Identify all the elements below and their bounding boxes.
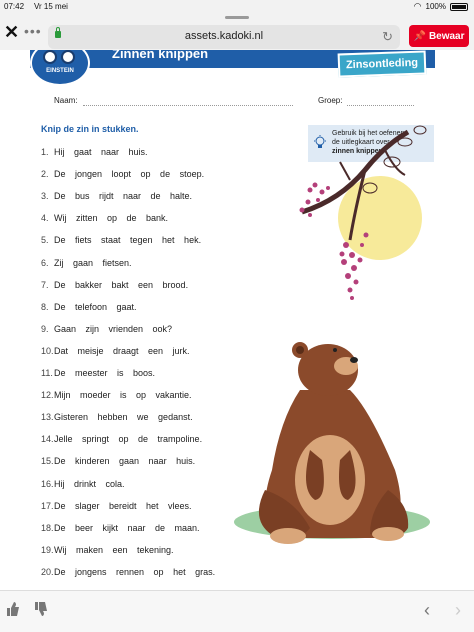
sentence-number: 12. bbox=[41, 390, 54, 401]
sentence-text: Wij maken een tekening. bbox=[54, 544, 174, 555]
sentence-text: De beer kijkt naar de maan. bbox=[54, 522, 200, 533]
sentence-number: 2. bbox=[41, 169, 49, 180]
sentence-text: De kinderen gaan naar huis. bbox=[54, 456, 196, 467]
sheet-grabber[interactable] bbox=[225, 16, 249, 19]
topic-tag: Zinsontleding bbox=[338, 50, 427, 77]
sentence-text: Jelle springt op de trampoline. bbox=[54, 434, 203, 445]
sentence-number: 10. bbox=[41, 345, 54, 356]
browser-toolbar bbox=[0, 13, 474, 50]
logo-text: EINSTEIN bbox=[46, 68, 74, 74]
save-label: Bewaar bbox=[428, 30, 465, 42]
sentence-text: De meester is boos. bbox=[54, 368, 156, 378]
sentence-number: 19. bbox=[41, 544, 54, 555]
wifi-icon: ◠ bbox=[413, 1, 422, 11]
sentence-number: 1. bbox=[41, 147, 49, 157]
status-date: Vr 15 mei bbox=[34, 2, 68, 11]
sentence-number: 3. bbox=[41, 191, 49, 202]
pin-icon: 📌 bbox=[413, 30, 426, 42]
sentence-number: 14. bbox=[41, 434, 54, 445]
sentence-number: 5. bbox=[41, 235, 49, 246]
reload-icon[interactable]: ↻ bbox=[382, 29, 393, 44]
sentence-text: Hij gaat naar huis. bbox=[54, 147, 148, 157]
sentence-text: De telefoon gaat. bbox=[54, 301, 137, 312]
status-right bbox=[414, 1, 468, 12]
name-label: Naam: bbox=[54, 96, 78, 105]
illustration bbox=[10, 50, 464, 590]
sentence-text: Hij drinkt cola. bbox=[54, 478, 125, 489]
sentence-number: 9. bbox=[41, 323, 49, 334]
sentence-number: 17. bbox=[41, 500, 54, 511]
close-icon[interactable]: ✕ bbox=[4, 22, 20, 42]
sentence-text: De bakker bakt een brood. bbox=[54, 279, 189, 290]
tip-line-1: Gebruik bij het oefenen bbox=[332, 130, 405, 137]
sentence-text: Wij zitten op de bank. bbox=[54, 213, 169, 224]
sentence-text: De jongens rennen op het gras. bbox=[54, 566, 216, 577]
bear bbox=[259, 342, 408, 544]
worksheet-page bbox=[10, 50, 464, 590]
sentence-number: 20. bbox=[41, 566, 54, 577]
sentence-text: Dat meisje draagt een jurk. bbox=[54, 345, 190, 356]
status-bar bbox=[0, 0, 474, 13]
battery-icon bbox=[450, 3, 468, 11]
thumbs-down-icon[interactable] bbox=[34, 601, 48, 617]
tip-line-2: de uitlegkaart over bbox=[332, 139, 390, 146]
save-button[interactable] bbox=[409, 25, 469, 47]
sentence-text: Gaan zijn vrienden ook? bbox=[54, 323, 173, 334]
sentence-number: 7. bbox=[41, 279, 49, 290]
sentence-text: De slager bereidt het vlees. bbox=[54, 500, 192, 511]
sentence-number: 6. bbox=[41, 257, 49, 268]
sentence-text: Gisteren hebben we gedanst. bbox=[54, 412, 193, 423]
sentence-number: 4. bbox=[41, 213, 49, 224]
instruction: Knip de zin in stukken. bbox=[41, 124, 139, 134]
sentence-text: De jongen loopt op de stoep. bbox=[54, 169, 205, 180]
sentence-number: 11. bbox=[41, 368, 53, 378]
sentence-text: De fiets staat tegen het hek. bbox=[54, 235, 202, 246]
status-time: 07:42 bbox=[4, 2, 25, 11]
sentence-number: 8. bbox=[41, 301, 49, 312]
sentence-text: De bus rijdt naar de halte. bbox=[54, 191, 193, 202]
sentence-number: 18. bbox=[41, 522, 54, 533]
more-icon[interactable]: ••• bbox=[24, 23, 42, 39]
back-icon[interactable]: ‹ bbox=[424, 600, 430, 620]
sentence-text: Mijn moeder is op vakantie. bbox=[54, 390, 192, 401]
battery-percent: 100% bbox=[425, 2, 446, 11]
thumbs-up-icon[interactable] bbox=[6, 601, 20, 617]
sentence-number: 15. bbox=[41, 456, 54, 467]
sentence-number: 13. bbox=[41, 412, 54, 423]
url-text: assets.kadoki.nl bbox=[184, 30, 264, 42]
worksheet-title: Zinnen knippen bbox=[112, 50, 209, 61]
moon bbox=[338, 176, 422, 260]
group-label: Groep: bbox=[318, 96, 343, 105]
sentence-number: 16. bbox=[41, 478, 54, 489]
tip-bold: zinnen knippen bbox=[332, 148, 383, 155]
bottom-toolbar bbox=[0, 590, 474, 632]
forward-icon: › bbox=[455, 600, 461, 620]
url-field[interactable] bbox=[48, 25, 400, 49]
sentence-text: Zij gaan fietsen. bbox=[54, 257, 132, 268]
